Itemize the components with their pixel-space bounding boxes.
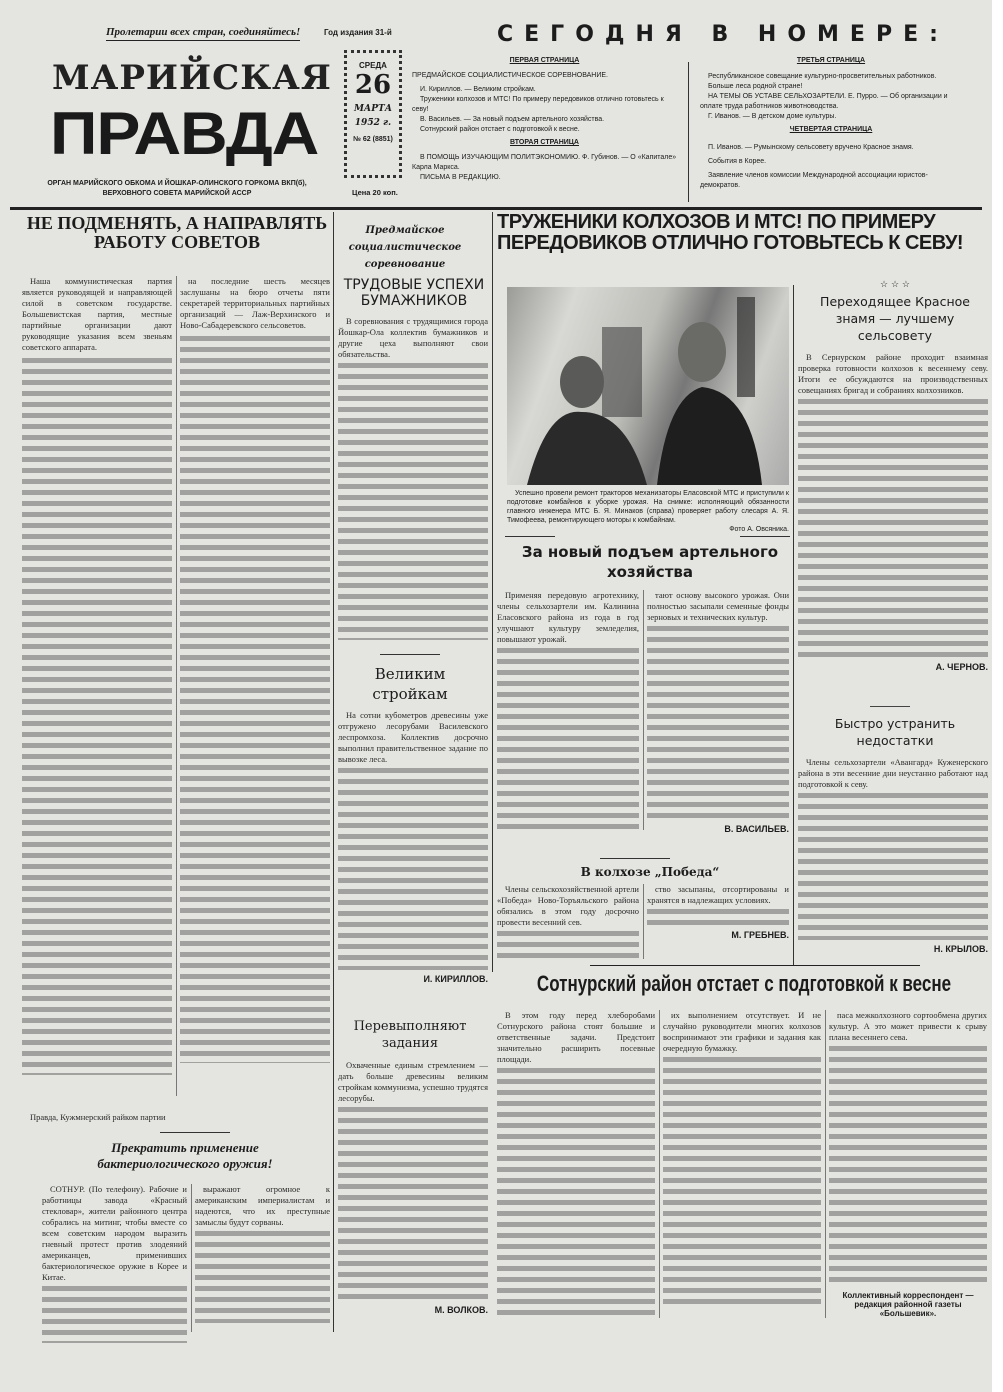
contents-item[interactable]: Республиканское совещание культурно-просветительных работников. bbox=[708, 73, 937, 80]
lead-body: на последние шесть месяцев заслушаны на бюро отчеты пяти секретарей территориальных партийных организаций — Лаж-Верхинского и Ново-Сабадеревского сельсоветов. bbox=[180, 276, 330, 330]
contents-heading: ТРЕТЬЯ СТРАНИЦА bbox=[796, 57, 866, 64]
contents-item[interactable]: Сотнурский район отстает с подготовкой к весне. bbox=[420, 126, 580, 133]
contents-item[interactable]: И. Кириллов. — Великим стройкам. bbox=[420, 86, 536, 93]
zadaniya-headline: Перевыполняют задания bbox=[353, 1019, 467, 1051]
pobeda-headline: В колхозе „Победа“ bbox=[580, 865, 720, 879]
caption-text: Успешно провели ремонт тракторов механизаторы Еласовской МТС и приступили к подготовке комбайнов к уборке урожая. На снимке: исполняющий обязанности главного инженера МТС Б. Я. Минаков (справа) проверяет работу слесаря А. Я. Тимофеева, ремонтирующего моторы к комбайнам. bbox=[507, 490, 789, 524]
weapon-body: СОТНУР. (По телефону). Рабочие и работницы завода «Красный стекловар», жители районного центра собрались на митинг, чтобы вместе со всем советским народом выразить гневный протест против злодеяний американцев, применивших бактериологическое оружие в Корее и Китае. bbox=[42, 1184, 187, 1282]
contents-item[interactable]: Г. Иванов. — В детском доме культуры. bbox=[708, 113, 837, 120]
contents-item[interactable]: В ПОМОЩЬ ИЗУЧАЮЩИМ ПОЛИТЭКОНОМИЮ. Ф. Губинов. — О «Капитале» Карла Маркса. bbox=[412, 154, 677, 171]
contents-item[interactable]: ПИСЬМА В РЕДАКЦИЮ. bbox=[420, 174, 501, 181]
zadaniya-signature: М. ВОЛКОВ. bbox=[434, 1305, 488, 1315]
lead-ending: Правда, Кужмнерский райком партии bbox=[30, 1112, 166, 1122]
weapon-headline: Прекратить применение бактериологического оружия! bbox=[97, 1140, 273, 1171]
weapon-column-1 bbox=[42, 1184, 187, 1343]
lead-column-1 bbox=[22, 276, 172, 1096]
lead-column-2 bbox=[180, 276, 330, 1096]
nedostatki-signature: Н. КРЫЛОВ. bbox=[933, 944, 988, 954]
contents-heading: ПЕРВАЯ СТРАНИЦА bbox=[509, 57, 580, 64]
weapon-body: выражают огромное к американским империалистам и надеются, что их преступные замыслы будут сорваны. bbox=[195, 1184, 330, 1227]
znamya-signature: А. ЧЕРНОВ. bbox=[935, 662, 988, 672]
sotnur-column-3 bbox=[829, 1010, 987, 1318]
podem-signature: В. ВАСИЛЬЕВ. bbox=[724, 824, 789, 834]
sotnur-body: их выполнением отсутствует. И не случайно руководители многих колхозов воспринимают эти графики и задания как очередную бумажку. bbox=[663, 1010, 821, 1053]
paper-headline: ТРУДОВЫЕ УСПЕХИ БУМАЖНИКОВ bbox=[343, 277, 485, 309]
znamya-headline: Переходящее Красное знамя — лучшему сельсовету bbox=[820, 294, 970, 343]
date-box bbox=[344, 50, 402, 178]
contents-item[interactable]: События в Корее. bbox=[708, 158, 767, 165]
zadaniya-body: Охваченные единым стремлением — дать больше древесины великим стройкам коммунизма, успешно трудятся лесорубы. bbox=[338, 1060, 488, 1103]
date-year: 1952 г. bbox=[354, 118, 392, 128]
organ-line-1: ОРГАН МАРИЙСКОГО ОБКОМА И ЙОШКАР-ОЛИНСКОГО ГОРКОМА ВКП(б), bbox=[47, 180, 307, 187]
pobeda-body: Члены сельскохозяйственной артели «Победа» Ново-Торъяльского района обязались в этом году досрочно провести весенний сев. bbox=[497, 884, 639, 927]
pobeda-column-2 bbox=[647, 884, 789, 940]
znamya-article bbox=[798, 352, 988, 672]
weekday: СРЕДА bbox=[359, 61, 387, 70]
photo-caption bbox=[507, 489, 789, 534]
stroikam-body: На сотни кубометров древесины уже отгружено лесорубами Василевского леспромхоза. Коллектив досрочно выполнил правительственное задание по вывозке леса. bbox=[338, 710, 488, 764]
paper-article bbox=[338, 316, 488, 640]
nedostatki-article bbox=[798, 757, 988, 954]
newspaper-title-top: МАРИЙСКАЯ bbox=[52, 58, 332, 98]
organ-line-2: ВЕРХОВНОГО СОВЕТА МАРИЙСКОЙ АССР bbox=[102, 190, 252, 197]
contents-title: СЕГОДНЯ В НОМЕРЕ: bbox=[497, 22, 949, 47]
weapon-column-2 bbox=[195, 1184, 330, 1323]
contents-heading: ВТОРАЯ СТРАНИЦА bbox=[510, 139, 579, 146]
stroikam-article bbox=[338, 710, 488, 984]
zadaniya-article bbox=[338, 1060, 488, 1315]
contents-right bbox=[700, 56, 962, 191]
sotnur-column-2 bbox=[663, 1010, 821, 1304]
contents-left bbox=[412, 56, 677, 183]
contents-item[interactable]: В. Васильев. — За новый подъем артельного хозяйства. bbox=[420, 116, 605, 123]
year-of-publication: Год издания 31-й bbox=[324, 28, 392, 37]
pobeda-body: ство засыпаны, отсортированы и хранятся в надлежащих условиях. bbox=[647, 884, 789, 905]
price: Цена 20 коп. bbox=[352, 188, 398, 197]
contents-item[interactable]: П. Иванов. — Румынскому сельсовету вручено Красное знамя. bbox=[708, 144, 914, 151]
issue-number: № 62 (8851) bbox=[353, 136, 393, 143]
podem-column-2 bbox=[647, 590, 789, 834]
stars-divider: ☆ ☆ ☆ bbox=[880, 280, 910, 290]
pobeda-column-1 bbox=[497, 884, 639, 961]
photo bbox=[507, 287, 789, 485]
sotnur-body: В этом году перед хлеборобами Сотнурского района стоят большие и ответственные задачи. Предстоит значительно расширить посевные площади. bbox=[497, 1010, 655, 1064]
contents-item[interactable]: ПРЕДМАЙСКОЕ СОЦИАЛИСТИЧЕСКОЕ СОРЕВНОВАНИЕ. bbox=[412, 72, 608, 79]
podem-column-1 bbox=[497, 590, 639, 830]
photo-image bbox=[507, 287, 789, 485]
rubric: Предмайское социалистическое соревнование bbox=[348, 225, 462, 270]
photo-credit: Фото А. Овсяника. bbox=[729, 526, 789, 533]
podem-body: Применяя передовую агротехнику, члены сельхозартели им. Калинина Еласовского района из года в год улучшают культуру земледелия, повышают урожай. bbox=[497, 590, 639, 644]
contents-item[interactable]: Заявление членов комиссии Международной ассоциации юристов-демократов. bbox=[700, 172, 928, 189]
contents-item[interactable]: Труженики колхозов и МТС! По примеру передовиков отлично готовьтесь к севу! bbox=[412, 96, 664, 113]
podem-body: тают основу высокого урожая. Они полностью засыпали семенные фонды зерновых и технических культур. bbox=[647, 590, 789, 622]
nedostatki-headline: Быстро устранить недостатки bbox=[834, 716, 956, 748]
podem-headline: За новый подъем артельного хозяйства bbox=[521, 543, 779, 581]
stroikam-headline: Великим стройкам bbox=[372, 665, 448, 703]
lead-body: Наша коммунистическая партия является руководящей и направляющей силой в советском государстве. Большевистская партия, местные партийные организации дают руководящие указания всем звеньям советского аппарата. bbox=[22, 276, 172, 352]
organ-subtitle bbox=[22, 179, 332, 199]
stroikam-signature: И. КИРИЛЛОВ. bbox=[423, 974, 488, 984]
lead-headline: НЕ ПОДМЕНЯТЬ, А НАПРАВЛЯТЬ РАБОТУ СОВЕТОВ bbox=[26, 213, 328, 252]
newspaper-title-main: ПРАВДА bbox=[50, 100, 319, 167]
znamya-body: В Сернурском районе проходит взаимная проверка готовности колхозов к весеннему севу. Итоги ее обсуждаются на производственных совещаниях бригад и собраниях колхозников. bbox=[798, 352, 988, 395]
paper-body: В соревнования с трудящимися города Йошкар-Ола коллектив бумажников и другие цеха выполняют свои обязательства. bbox=[338, 316, 488, 359]
sotnur-signature: Коллективный корреспондент — редакция районной газеты «Большевик». bbox=[842, 1291, 974, 1318]
pobeda-signature: М. ГРЕБНЕВ. bbox=[731, 930, 789, 940]
motto: Пролетарии всех стран, соединяйтесь! bbox=[106, 26, 300, 41]
sotnur-body: паса межколхозного сортообмена других культур. А это может привести к срыву плана весеннего сева. bbox=[829, 1010, 987, 1042]
month: МАРТА bbox=[353, 104, 393, 114]
contents-heading: ЧЕТВЕРТАЯ СТРАНИЦА bbox=[789, 126, 873, 133]
sotnur-headline: Сотнурский район отстает с подготовкой к весне bbox=[536, 971, 952, 996]
contents-item[interactable]: НА ТЕМЫ ОБ УСТАВЕ СЕЛЬХОЗАРТЕЛИ. Е. Пурро. — Об организации и оплате труда работников животноводства. bbox=[700, 93, 948, 110]
day: 26 bbox=[354, 70, 392, 100]
main-headline: ТРУЖЕНИКИ КОЛХОЗОВ И МТС! ПО ПРИМЕРУ ПЕРЕДОВИКОВ ОТЛИЧНО ГОТОВЬТЕСЬ К СЕВУ! bbox=[497, 211, 964, 254]
contents-item[interactable]: Больше леса родной стране! bbox=[708, 83, 803, 90]
nedostatki-body: Члены сельхозартели «Авангард» Куженерского района в эти весенние дни неустанно работают над подготовкой к севу. bbox=[798, 757, 988, 789]
sotnur-column-1 bbox=[497, 1010, 655, 1315]
